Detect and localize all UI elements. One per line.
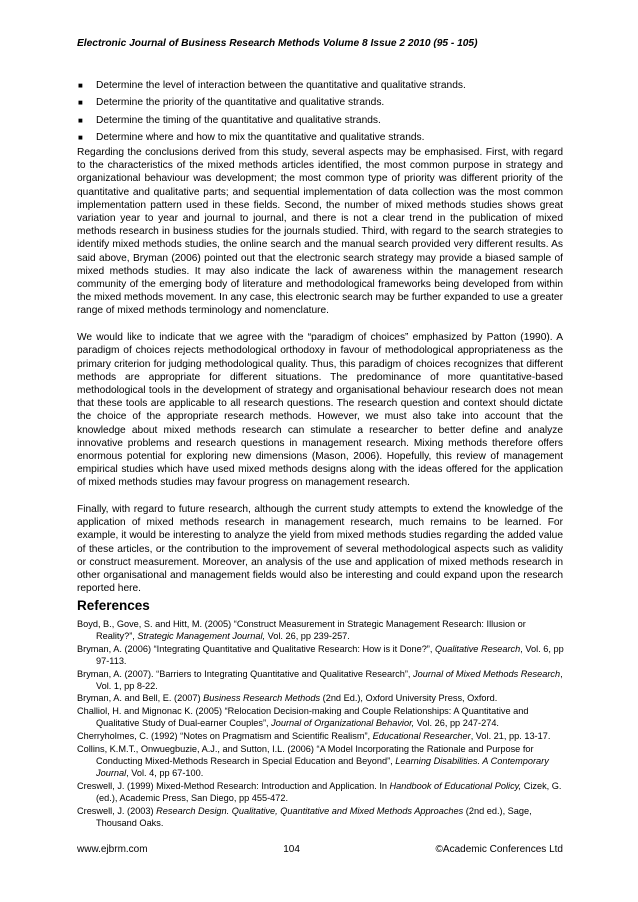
reference-item: Creswell, J. (1999) Mixed-Method Research: Introduction and Application. In Handbook of Educational Policy, Cizek, G. (ed.), Academic Press, San Diego, pp 455-472. [77,780,562,803]
body-paragraph: We would like to indicate that we agree with the “paradigm of choices” emphasized by Patton (1990). A paradigm of choices rejects methodological orthodoxy in favour of methodological appropriateness as the primary criterion for judging methodological quality. Thus, this paradigm of choices recognizes that different methods are appropriate for different situations. The predominance of more quantitative-based methodological tools in the development of strategy and organisational behaviour research does not mean that these tools are applicable to all research questions. The research question and context should dictate the choice of the appropriate research methods. However, we must also take into account that the knowledge about mixed methods research can stimulate a researcher to better define and analyze innovative problems and research questions in management research. Mixing methods therefore offers enormous potential for exploring new dimensions (Mason, 2006). Hopefully, this review of management empirical studies which have used mixed methods designs along with the ideas offered for the application of mixed methods studies may favour progress on management research. [77,332,563,489]
page-footer [77,844,563,855]
body-text [77,146,563,609]
reference-item: Bryman, A. and Bell, E. (2007) Business Research Methods (2nd Ed.), Oxford University Press, Oxford. [77,693,498,704]
page-number: 104 [283,844,300,855]
bullet-square-icon: ■ [78,115,83,125]
bullet-square-icon: ■ [78,132,83,142]
bullet-item: ■ Determine the level of interaction between the quantitative and qualitative strands. [77,77,563,94]
reference-item: Collins, K.M.T., Onwuegbuzie, A.J., and Sutton, I.L. (2006) “A Model Incorporating the Rationale and Purpose for Conducting Mixed-Methods Research in Special Education and Beyond”, Learning Disabilities. A Contemporary Journal, Vol. 4, pp 67-100. [77,744,549,778]
bullet-list [77,77,563,146]
reference-item: Creswell, J. (2003) Research Design. Qualitative, Quantitative and Mixed Methods Approaches (2nd ed.), Sage, Thousand Oaks. [77,805,532,828]
bullet-item: ■ Determine where and how to mix the quantitative and qualitative strands. [77,129,563,146]
bullet-square-icon: ■ [78,98,83,108]
reference-item: Cherryholmes, C. (1992) “Notes on Pragmatism and Scientific Realism”, Educational Researcher, Vol. 21, pp. 13-17. [77,731,551,742]
reference-list [77,619,567,830]
references-heading: References [77,598,150,613]
bullet-item: ■ Determine the timing of the quantitative and qualitative strands. [77,112,563,129]
reference-item: Boyd, B., Gove, S. and Hitt, M. (2005) “Construct Measurement in Strategic Management Research: Illusion or Reality?”, Strategic Management Journal, Vol. 26, pp 239-257. [77,619,526,641]
bullet-item: ■ Determine the priority of the quantitative and qualitative strands. [77,94,563,111]
reference-item: Bryman, A. (2006) “Integrating Quantitative and Qualitative Research: How is it Done?”, Qualitative Research, Vol. 6, pp 97-113. [77,643,564,666]
footer-copyright: ©Academic Conferences Ltd [435,844,563,855]
running-header: Electronic Journal of Business Research Methods Volume 8 Issue 2 2010 (95 - 105) [77,38,478,49]
reference-item: Bryman, A. (2007). “Barriers to Integrating Quantitative and Qualitative Research”, Journal of Mixed Methods Research, Vol. 1, pp 8-22. [77,668,563,691]
footer-website: www.ejbrm.com [77,844,148,855]
reference-item: Challiol, H. and Mignonac K. (2005) “Relocation Decision-making and Couple Relationships: A Quantitative and Qualitative Study of Dual-earner Couples”, Journal of Organizational Behavior, Vol. 26, pp 247-274. [77,706,529,729]
bullet-square-icon: ■ [78,81,83,90]
body-paragraph: Finally, with regard to future research, although the current study attempts to extend the knowledge of the application of mixed methods research in management research, much remains to be learned. For example, it would be interesting to analyze the yield from mixed methods studies regarding the added value of these articles, or the contribution to the improvement of several methodological aspects such as validity or construct measurement. Moreover, an analysis of the use and application of mixed methods research in other organisational and management fields would also be interesting and could expand upon the research reported here. [77,504,563,595]
body-paragraph: Regarding the conclusions derived from this study, several aspects may be emphasised. First, with regard to the characteristics of the mixed methods articles identified, the most common purpose in strategy and organizational behaviour was development; the most common type of priority was different priority of the quantitative and qualitative parts; and sequential implementation of data collection was the most common implementation pattern used in these fields. Second, the number of mixed methods studies shows great variation year to year and journal to journal, and there is not a clear trend in the publication of mixed methods research in business studies for the journals studied. Third, with regard to the search strategies to identify mixed methods studies, the online search and the manual search provided very different results. As said above, Bryman (2006) pointed out that the electronic search strategy may provide a biased sample of mixed methods studies. It may also indicate the lack of awareness within the management research community of the emerging body of literature and methodological frameworks being developed from within the mixed methods movement. In any case, this electronic search may be further expanded to use a greater range of mixed methods terminology and nomenclature. [77,147,563,317]
